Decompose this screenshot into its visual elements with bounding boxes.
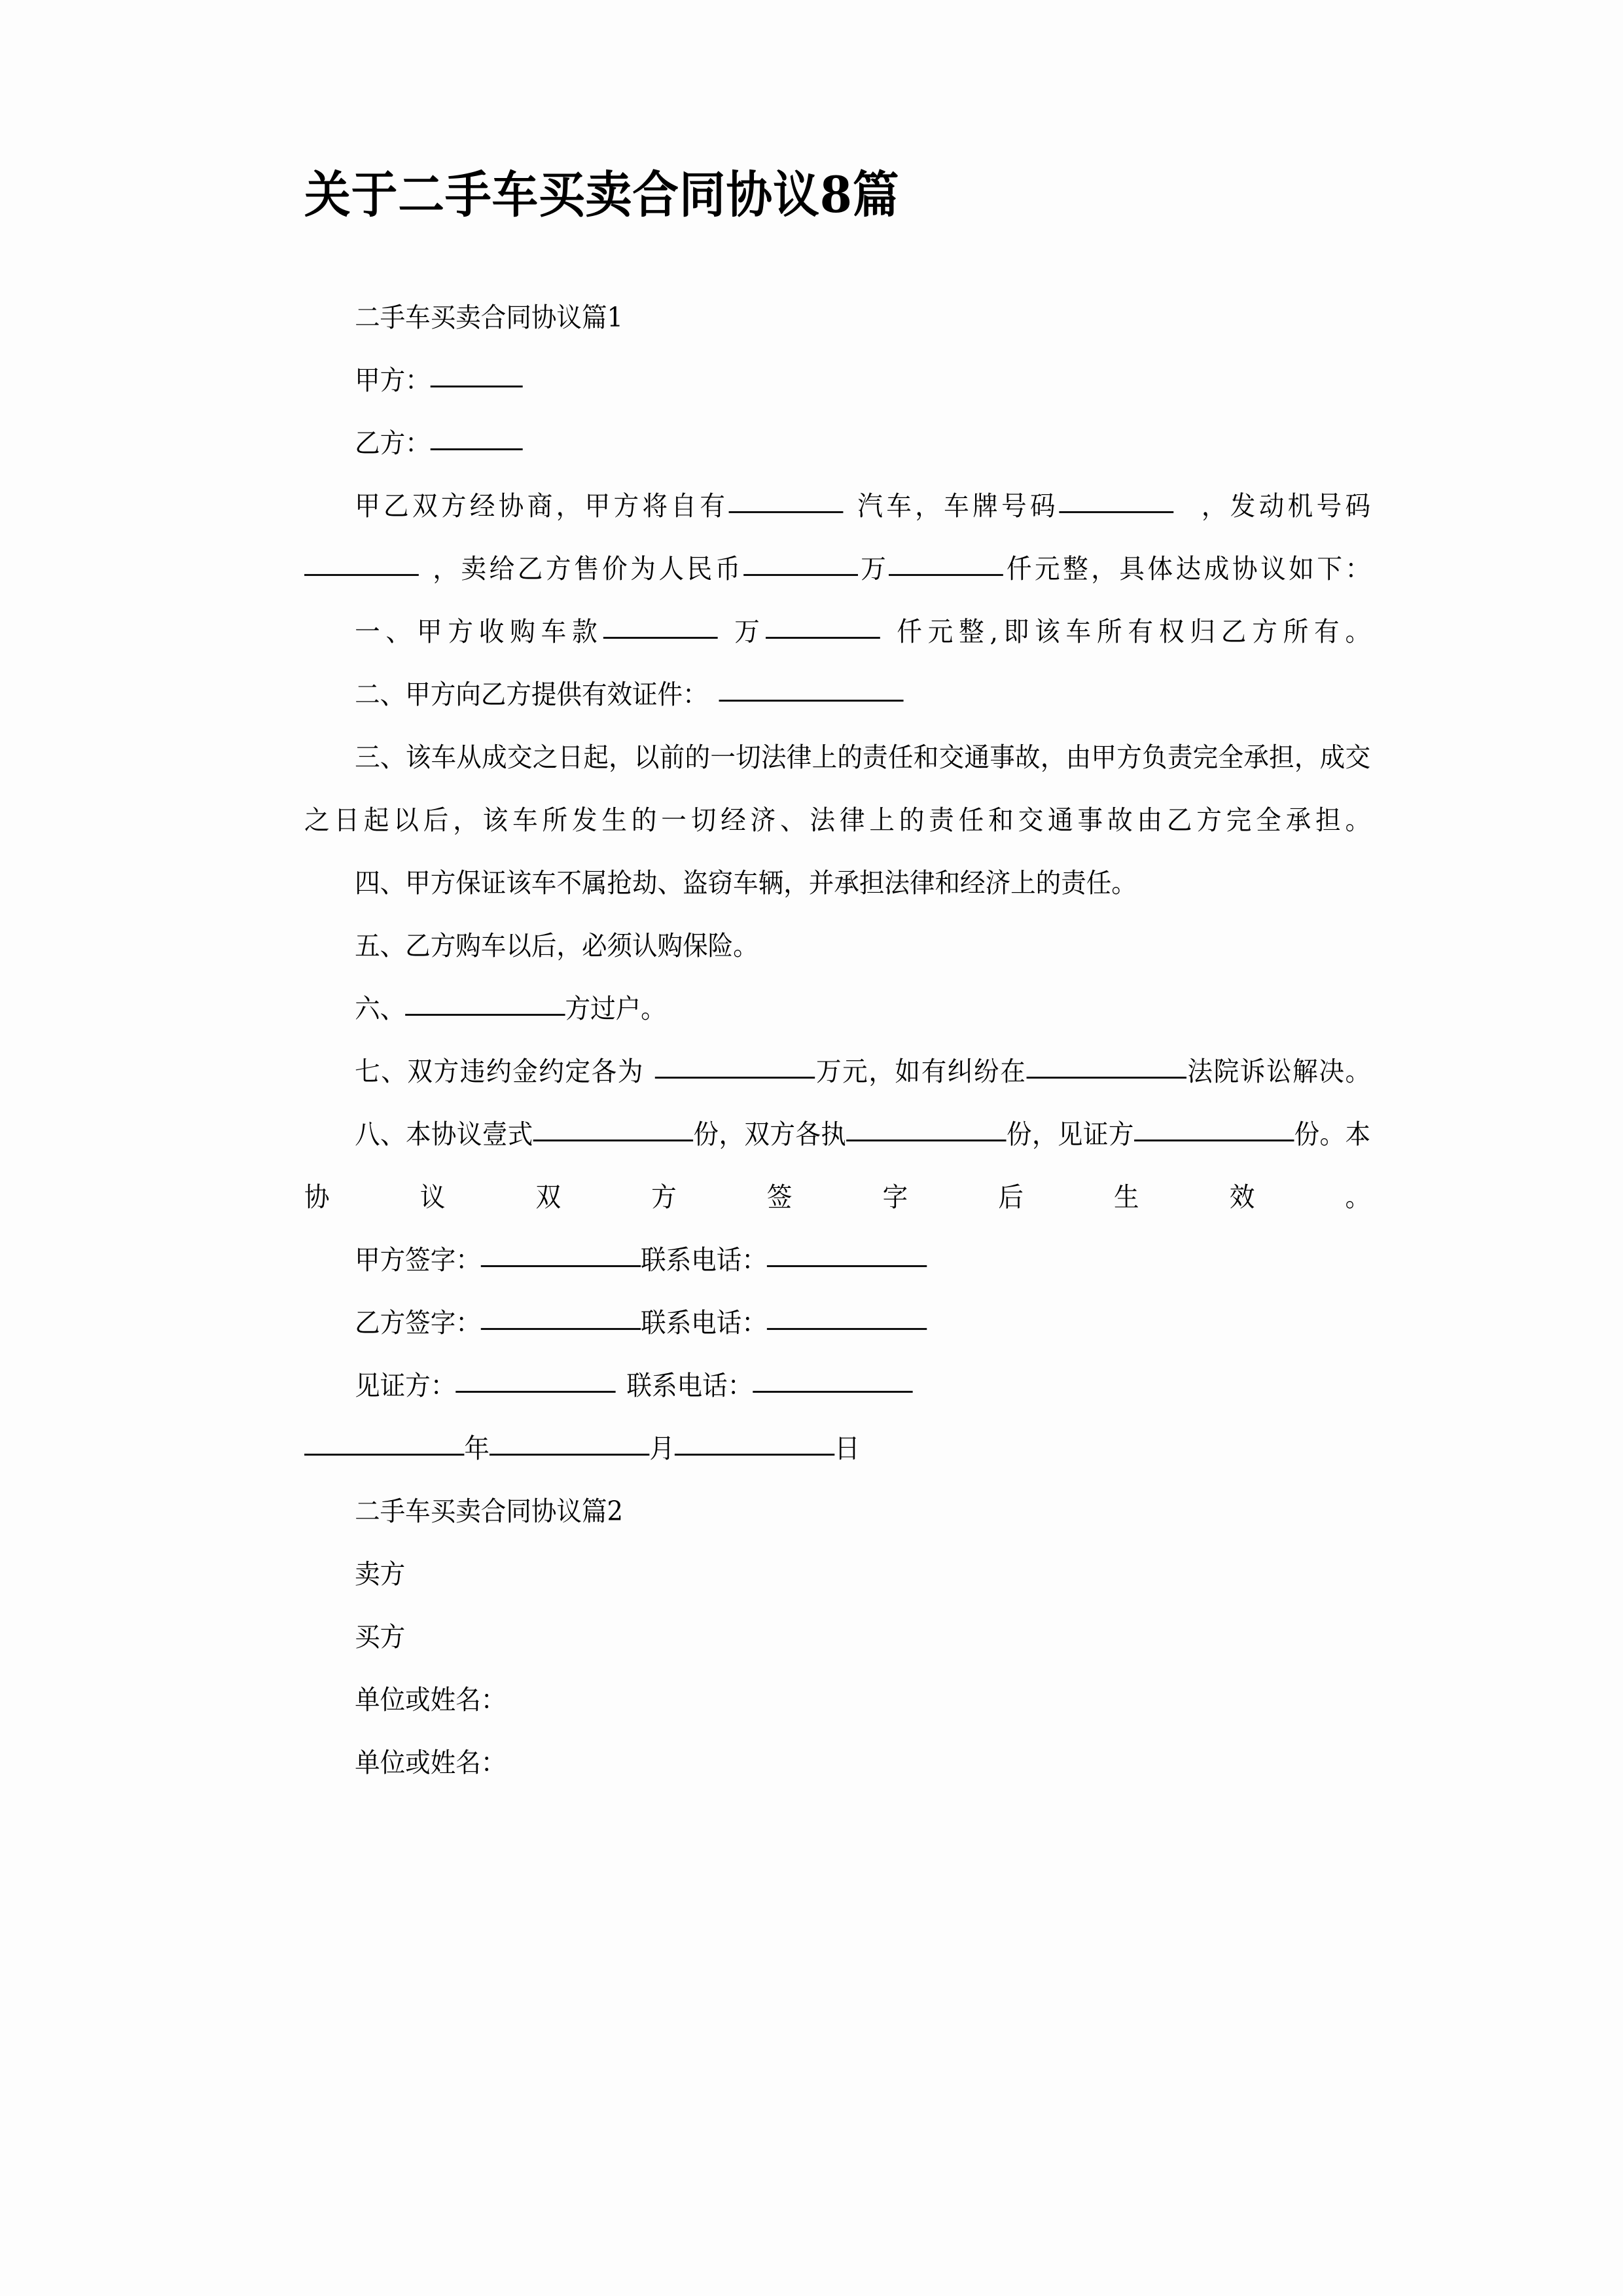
clause-1-wan-blank[interactable]: [603, 613, 718, 639]
clause-7-court-blank[interactable]: [1026, 1053, 1186, 1079]
seller-label-line: 卖方: [355, 1558, 406, 1590]
date-line: 年 月 日: [304, 1417, 1370, 1480]
party-b-blank[interactable]: [431, 425, 523, 450]
party-b-signature-line: 乙方签字： 联系电话：: [304, 1291, 1370, 1354]
clause-1-qian-blank[interactable]: [766, 613, 880, 639]
clause-4-paragraph: 四、甲方保证该车不属抢劫、盗窃车辆，并承担法律和经济上的责任。: [355, 867, 1137, 899]
witness-phone-blank[interactable]: [753, 1367, 912, 1393]
unit-or-name-line-1: 单位或姓名：: [355, 1684, 507, 1715]
clause-5-paragraph: 五、乙方购车以后，必须认购保险。: [355, 930, 758, 961]
party-b-signature-blank[interactable]: [481, 1304, 641, 1330]
clause-7-penalty-blank[interactable]: [655, 1053, 815, 1079]
document-content-column: [304, 0, 1371, 1794]
date-day-blank[interactable]: [675, 1430, 834, 1456]
clause-6-transfer-party-blank[interactable]: [405, 990, 565, 1016]
party-a-blank[interactable]: [431, 362, 523, 387]
plate-number-blank[interactable]: [1059, 488, 1173, 513]
section-2-heading: 二手车买卖合同协议篇2: [355, 1496, 624, 1527]
clause-2-paragraph: 二、甲方向乙方提供有效证件：: [304, 663, 1370, 726]
clause-6-paragraph: 六、 方过户。: [304, 977, 1370, 1040]
preamble-paragraph: 甲乙双方经协商，甲方将自有 汽车，车牌号码 ，发动机号码，卖给乙方售价为人民币 万 仟元整，具体达成协议如下：: [304, 475, 1370, 600]
clause-8-copies-blank[interactable]: [533, 1116, 693, 1141]
clause-8-each-party-blank[interactable]: [846, 1116, 1006, 1141]
party-b-phone-blank[interactable]: [767, 1304, 927, 1330]
party-a-phone-blank[interactable]: [767, 1242, 927, 1267]
price-qian-blank[interactable]: [889, 550, 1003, 576]
buyer-label-line: 买方: [355, 1621, 406, 1653]
clause-8-paragraph: 八、本协议壹式 份，双方各执 份，见证方 份。本协议双方签字后生效。: [304, 1103, 1370, 1229]
title-spacer: [304, 226, 1371, 286]
clause-7-paragraph: 七、双方违约金约定各为 万元，如有纠纷在 法院诉讼解决。: [304, 1040, 1370, 1103]
clause-8-witness-blank[interactable]: [1134, 1116, 1294, 1141]
unit-or-name-line-2: 单位或姓名：: [355, 1747, 507, 1778]
clause-2-certificate-blank[interactable]: [719, 676, 904, 702]
witness-signature-line: 见证方： 联系电话：: [304, 1354, 1370, 1417]
party-a-signature-line: 甲方签字： 联系电话：: [304, 1229, 1370, 1291]
page-title: 关于二手车买卖合同协议8篇: [304, 166, 900, 224]
witness-signature-blank[interactable]: [455, 1367, 615, 1393]
date-month-blank[interactable]: [490, 1430, 649, 1456]
clause-3-paragraph: 三、该车从成交之日起，以前的一切法律上的责任和交通事故，由甲方负责完全承担，成交之日起以后，该车所发生的一切经济、法律上的责任和交通事故由乙方完全承担。: [304, 742, 1371, 836]
date-year-blank[interactable]: [304, 1430, 464, 1456]
party-a-line: 甲方：: [304, 349, 1370, 412]
clause-1-paragraph: 一、甲方收购车款 万 仟元整,即该车所有权归乙方所有。: [304, 600, 1370, 663]
party-b-line: 乙方：: [304, 412, 1370, 475]
price-wan-blank[interactable]: [743, 550, 858, 576]
section-1-heading: 二手车买卖合同协议篇1: [355, 302, 624, 333]
engine-number-blank[interactable]: [304, 550, 419, 576]
car-model-blank[interactable]: [728, 488, 843, 513]
party-a-signature-blank[interactable]: [481, 1242, 641, 1267]
